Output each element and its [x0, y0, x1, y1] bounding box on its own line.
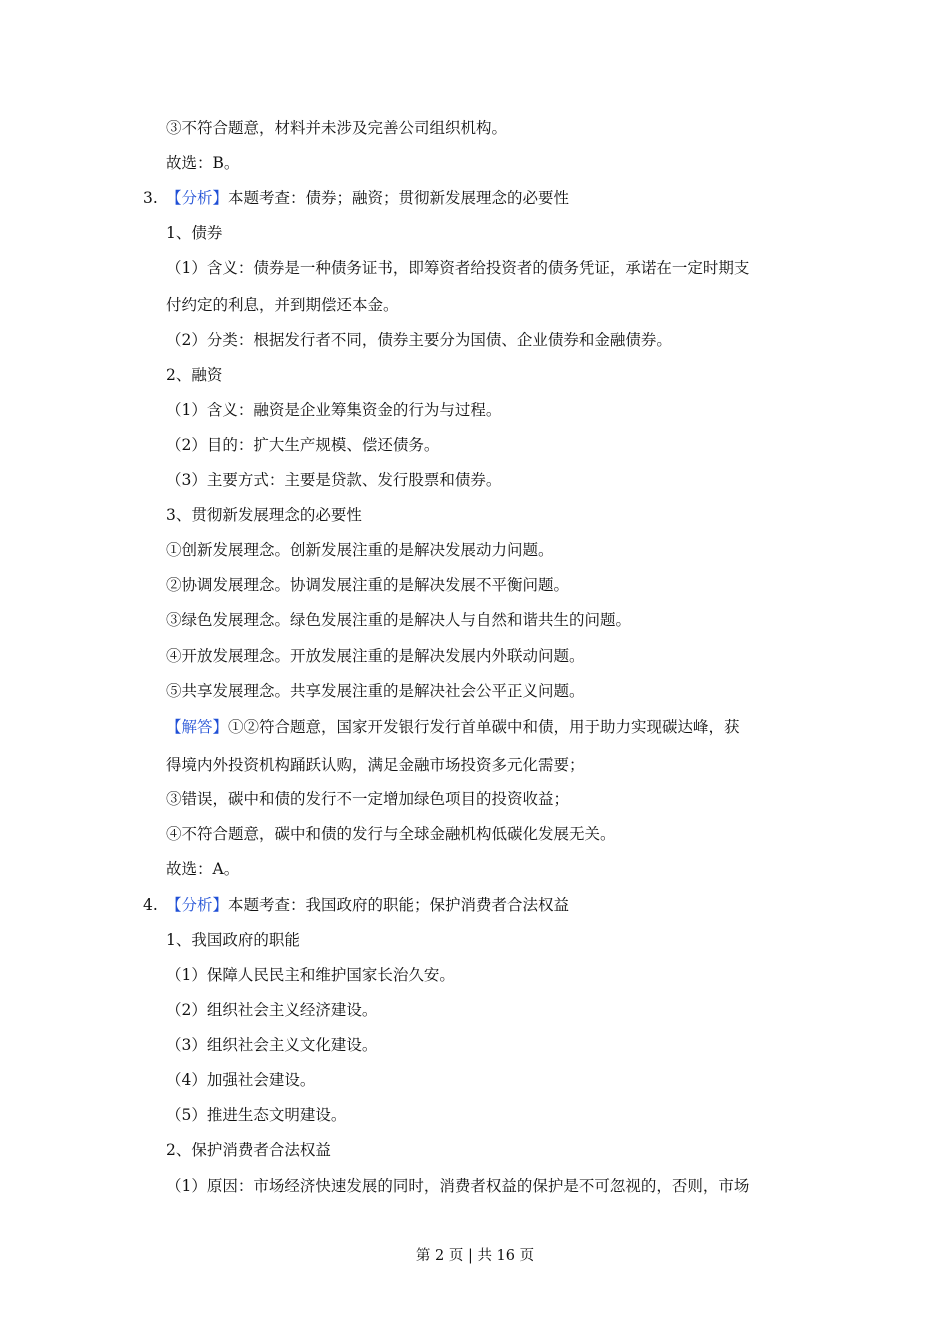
- text-line: 本题考查：债券；融资；贯彻新发展理念的必要性: [228, 189, 570, 207]
- text-line: 1、债券: [166, 224, 223, 242]
- text-line: （1）保障人民民主和维护国家长治久安。: [166, 966, 455, 984]
- text-line: ②协调发展理念。协调发展注重的是解决发展不平衡问题。: [166, 576, 570, 594]
- text-line: 3、贯彻新发展理念的必要性: [166, 506, 362, 524]
- text-line: 故选：A。: [166, 860, 240, 878]
- question-number: 3.: [143, 189, 158, 207]
- analysis-tag: 【分析】: [166, 896, 229, 914]
- text-line: 2、保护消费者合法权益: [166, 1141, 331, 1159]
- answer-tag: 【解答】: [166, 718, 229, 736]
- page-footer: 第 2 页 | 共 16 页: [415, 1248, 535, 1264]
- text-line: （2）组织社会主义经济建设。: [166, 1001, 378, 1019]
- text-line: ④不符合题意，碳中和债的发行与全球金融机构低碳化发展无关。: [166, 825, 616, 843]
- text-line: 2、融资: [166, 366, 223, 384]
- text-line: ③绿色发展理念。绿色发展注重的是解决人与自然和谐共生的问题。: [166, 611, 632, 629]
- text-line: （1）含义：债券是一种债务证书，即筹资者给投资者的债务凭证，承诺在一定时期支: [166, 259, 750, 277]
- text-line: （5）推进生态文明建设。: [166, 1106, 347, 1124]
- question-3-analysis: [143, 188, 569, 208]
- text-line: （2）目的：扩大生产规模、偿还债务。: [166, 436, 440, 454]
- text-line: ③不符合题意，材料并未涉及完善公司组织机构。: [166, 119, 508, 137]
- text-line: （1）原因：市场经济快速发展的同时，消费者权益的保护是不可忽视的，否则，市场: [166, 1177, 750, 1195]
- question-3-answer: [166, 717, 740, 737]
- text-line: 1、我国政府的职能: [166, 931, 300, 949]
- text-line: ①②符合题意，国家开发银行发行首单碳中和债，用于助力实现碳达峰，获: [228, 718, 740, 736]
- text-line: 得境内外投资机构踊跃认购，满足金融市场投资多元化需要；: [166, 756, 585, 774]
- text-line: ⑤共享发展理念。共享发展注重的是解决社会公平正义问题。: [166, 682, 585, 700]
- text-line: ④开放发展理念。开放发展注重的是解决发展内外联动问题。: [166, 647, 585, 665]
- text-line: （1）含义：融资是企业筹集资金的行为与过程。: [166, 401, 502, 419]
- text-line: ③错误，碳中和债的发行不一定增加绿色项目的投资收益；: [166, 790, 570, 808]
- text-line: （3）主要方式：主要是贷款、发行股票和债券。: [166, 471, 502, 489]
- text-line: （4）加强社会建设。: [166, 1071, 316, 1089]
- text-line: 付约定的利息，并到期偿还本金。: [166, 296, 399, 314]
- text-line: 本题考查：我国政府的职能；保护消费者合法权益: [228, 896, 570, 914]
- text-line: （3）组织社会主义文化建设。: [166, 1036, 378, 1054]
- text-line: （2）分类：根据发行者不同，债券主要分为国债、企业债券和金融债券。: [166, 331, 672, 349]
- question-4-analysis: [143, 895, 569, 915]
- text-line: ①创新发展理念。创新发展注重的是解决发展动力问题。: [166, 541, 554, 559]
- analysis-tag: 【分析】: [166, 189, 229, 207]
- question-number: 4.: [143, 896, 158, 914]
- text-line: 故选：B。: [166, 154, 240, 172]
